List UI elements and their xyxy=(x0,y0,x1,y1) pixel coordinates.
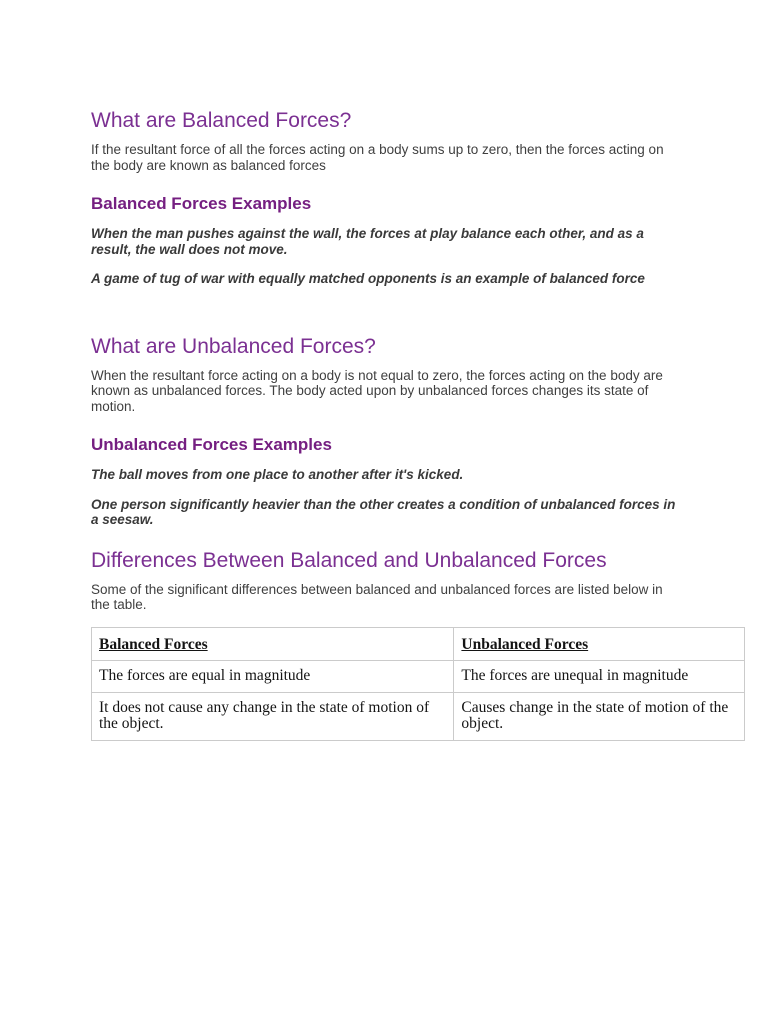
balanced-forces-intro-paragraph: If the resultant force of all the forces acting on a body sums up to zero, then the forces acting on the body are known as balanced forces xyxy=(91,142,664,173)
balanced-example-tug-of-war: A game of tug of war with equally matched opponents is an example of balanced force xyxy=(91,271,645,286)
table-header-unbalanced: Unbalanced Forces xyxy=(454,627,745,661)
unbalanced-example-ball: The ball moves from one place to another after it's kicked. xyxy=(91,467,464,482)
table-cell-unbalanced-magnitude: The forces are unequal in magnitude xyxy=(454,661,745,693)
table-row xyxy=(92,692,745,740)
table-cell-balanced-motion: It does not cause any change in the state of motion of the object. xyxy=(92,692,454,740)
heading-what-are-balanced-forces: What are Balanced Forces? xyxy=(91,109,352,132)
table-header-row xyxy=(92,627,745,661)
table-header-balanced: Balanced Forces xyxy=(92,627,454,661)
unbalanced-forces-intro-paragraph: When the resultant force acting on a body is not equal to zero, the forces acting on the body are known as unbalanced forces. The body acted upon by unbalanced forces changes its state of motion. xyxy=(91,367,663,414)
document-content xyxy=(91,0,747,741)
heading-balanced-forces-examples: Balanced Forces Examples xyxy=(91,194,312,213)
heading-differences: Differences Between Balanced and Unbalanced Forces xyxy=(91,548,607,572)
differences-intro-paragraph: Some of the significant differences between balanced and unbalanced forces are listed below in the table. xyxy=(91,581,663,612)
table-cell-balanced-magnitude: The forces are equal in magnitude xyxy=(92,661,454,693)
heading-what-are-unbalanced-forces: What are Unbalanced Forces? xyxy=(91,334,376,358)
balanced-example-wall: When the man pushes against the wall, the forces at play balance each other, and as a result, the wall does not move. xyxy=(91,226,644,257)
heading-unbalanced-forces-examples: Unbalanced Forces Examples xyxy=(91,435,332,454)
table-cell-unbalanced-motion: Causes change in the state of motion of the object. xyxy=(454,692,745,740)
table-row xyxy=(92,661,745,693)
differences-table xyxy=(91,627,745,741)
unbalanced-example-seesaw: One person significantly heavier than the other creates a condition of unbalanced forces in a seesaw. xyxy=(91,496,676,527)
